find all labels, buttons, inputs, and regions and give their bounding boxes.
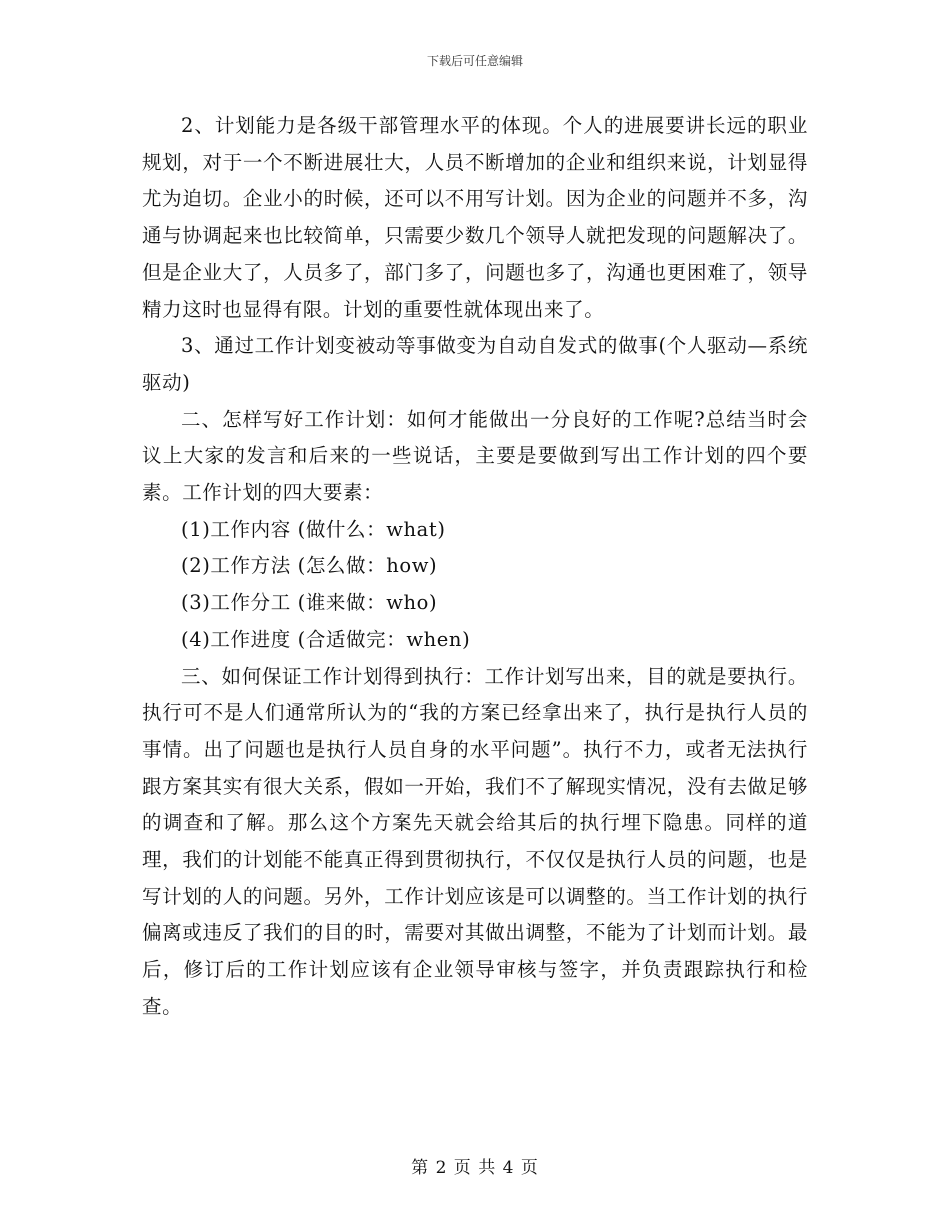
paragraph-ensure-execution: 三、如何保证工作计划得到执行：工作计划写出来，目的就是要执行。执行可不是人们通常所认为的“我的方案已经拿出来了，执行是执行人员的事情。出了问题也是执行人员自身的水平问题”。执行不力，或者无法执行跟方案其实有很大关系，假如一开始，我们不了解现实情况，没有去做足够的调查和了解。那么这个方案先天就会给其后的执行埋下隐患。同样的道理，我们的计划能不能真正得到贯彻执行，不仅仅是执行人员的问题，也是写计划的人的问题。另外，工作计划应该是可以调整的。当工作计划的执行偏离或违反了我们的目的时，需要对其做出调整，不能为了计划而计划。最后，修订后的工作计划应该有企业领导审核与签字，并负责跟踪执行和检查。 bbox=[142, 664, 808, 1018]
list-item-work-content: (1)工作内容 (做什么：what) bbox=[181, 517, 446, 541]
paragraph-how-to-write-plan: 二、怎样写好工作计划：如何才能做出一分良好的工作呢?总结当时会议上大家的发言和后来的一些说话，主要是要做到写出工作计划的四个要素。工作计划的四大要素： bbox=[142, 407, 808, 505]
page-header: 下载后可任意编辑 bbox=[426, 54, 523, 68]
list-item-work-schedule: (4)工作进度 (合适做完：when) bbox=[181, 627, 471, 651]
page-number-footer: 第 2 页 共 4 页 bbox=[411, 1158, 539, 1178]
paragraph-planning-ability: 2、计划能力是各级干部管理水平的体现。个人的进展要讲长远的职业规划，对于一个不断进展壮大，人员不断增加的企业和组织来说，计划显得尤为迫切。企业小的时候，还可以不用写计划。因为企业的问题并不多，沟通与协调起来也比较简单，只需要少数几个领导人就把发现的问题解决了。但是企业大了，人员多了，部门多了，问题也多了，沟通也更困难了，领导精力这时也显得有限。计划的重要性就体现出来了。 bbox=[142, 114, 808, 321]
paragraph-proactive-work: 3、通过工作计划变被动等事做变为自动自发式的做事(个人驱动—系统驱动) bbox=[142, 334, 808, 394]
list-item-work-method: (2)工作方法 (怎么做：how) bbox=[181, 554, 438, 578]
list-item-work-division: (3)工作分工 (谁来做：who) bbox=[181, 591, 438, 615]
document-body bbox=[142, 108, 808, 1026]
